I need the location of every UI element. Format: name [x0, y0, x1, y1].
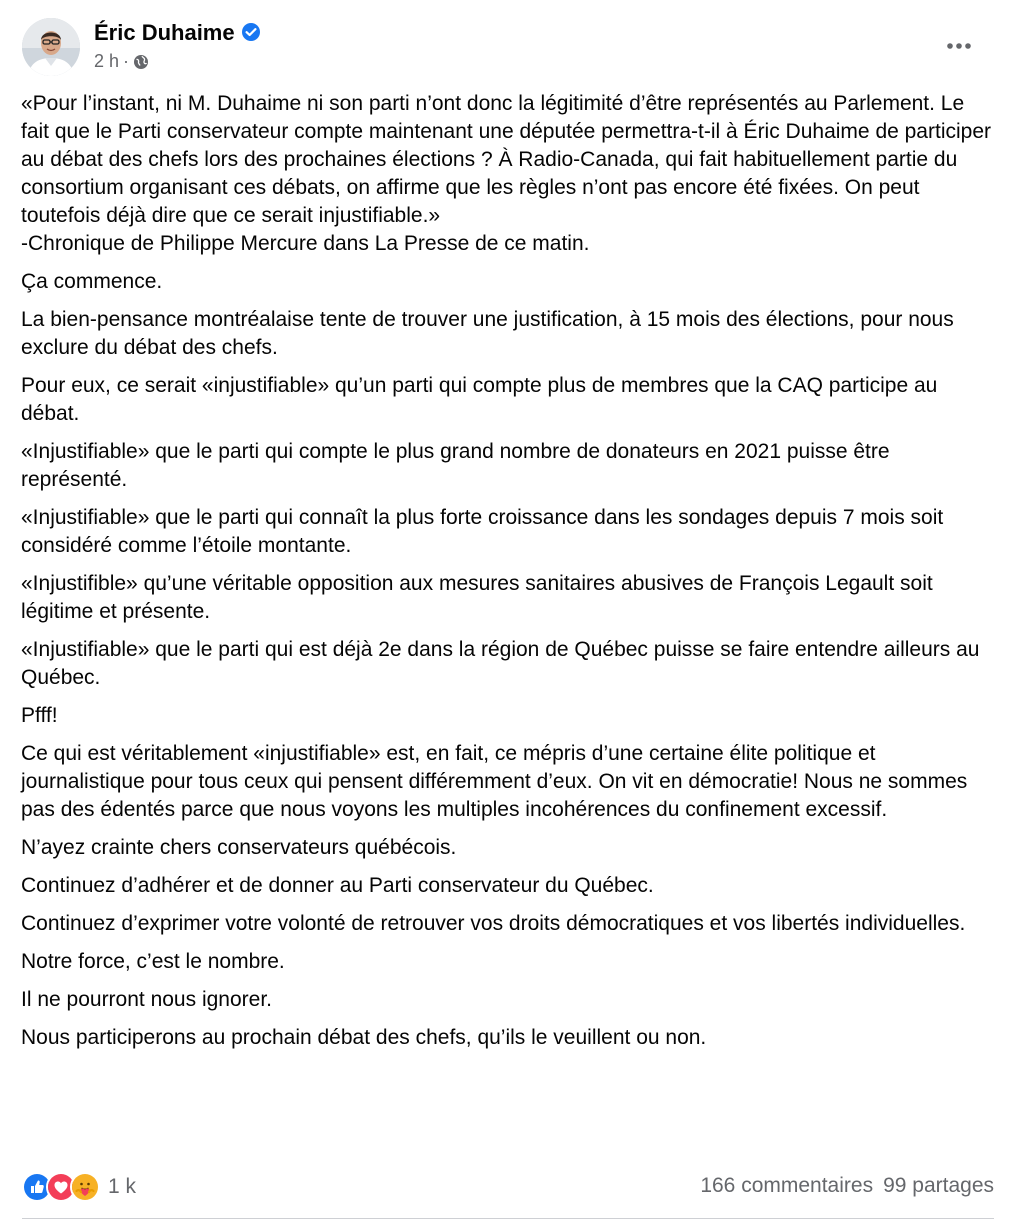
post-paragraph: Ce qui est véritablement «injustifiable» est, en fait, ce mépris d’une certaine élite politique et journalistique pour tous ceux qui pensent différemment d’eux. On vit en démocratie! Nous ne sommes pas des édentés parce que nous voyons les multiples incohérences du confinement excessif. — [21, 742, 968, 821]
shares-count-link[interactable]: 99 partages — [883, 1174, 994, 1197]
post-meta — [94, 48, 149, 77]
post-paragraph: «Injustifible» qu’une véritable opposition aux mesures sanitaires abusives de François Legault soit légitime et présente. — [21, 572, 933, 623]
reaction-count: 1 k — [108, 1175, 137, 1198]
post-paragraph: Continuez d’adhérer et de donner au Parti conservateur du Québec. — [21, 874, 654, 897]
post-paragraph: -Chronique de Philippe Mercure dans La Presse de ce matin. — [21, 232, 590, 255]
post-paragraph: «Injustifiable» que le parti qui est déjà 2e dans la région de Québec puisse se faire entendre ailleurs au Québec. — [21, 638, 980, 689]
verified-badge-icon — [241, 21, 261, 49]
post-paragraph: «Injustifiable» que le parti qui compte le plus grand nombre de donateurs en 2021 puisse être représenté. — [21, 440, 890, 491]
author-name[interactable]: Éric Duhaime — [94, 20, 235, 45]
author-name-row — [94, 19, 261, 49]
more-options-button[interactable] — [942, 32, 976, 60]
post-paragraph: «Pour l’instant, ni M. Duhaime ni son parti n’ont donc la légitimité d’être représentés au Parlement. Le fait que le Parti conservateur compte maintenant une députée permettra-t-il à Éric Duhaime de participer au débat des chefs lors des prochaines élections ? À Radio-Canada, qui fait habituellement partie du consortium organisant ces débats, on affirme que les règles n’ont pas encore été fixées. On peut toutefois déjà dire que ce serait injustifiable.» — [21, 92, 991, 227]
post-timestamp[interactable]: 2 h — [94, 51, 120, 71]
post-paragraph: Nous participerons au prochain débat des chefs, qu’ils le veuillent ou non. — [21, 1026, 707, 1049]
post-paragraph: Il ne pourront nous ignorer. — [21, 988, 272, 1011]
more-horizontal-icon — [946, 37, 972, 55]
reactions-summary[interactable] — [22, 1172, 136, 1202]
post-footer — [22, 1170, 994, 1204]
post-paragraph: «Injustifiable» que le parti qui connaît la plus forte croissance dans les sondages depuis 7 mois soit considéré comme l’étoile montante. — [21, 506, 944, 557]
post-header — [22, 18, 994, 78]
post-paragraph: Notre force, c’est le nombre. — [21, 950, 285, 973]
post-paragraph: La bien-pensance montréalaise tente de trouver une justification, à 15 mois des élections, pour nous exclure du débat des chefs. — [21, 308, 954, 359]
comments-count-link[interactable]: 166 commentaires — [700, 1174, 874, 1197]
avatar[interactable] — [22, 18, 80, 76]
post-paragraph: Pfff! — [21, 704, 58, 727]
globe-icon — [133, 51, 149, 77]
post-paragraph: N’ayez crainte chers conservateurs québécois. — [21, 836, 457, 859]
post-body — [21, 90, 996, 1062]
care-icon — [70, 1172, 100, 1202]
meta-separator: · — [123, 51, 130, 71]
post-paragraph: Ça commence. — [21, 270, 163, 293]
post-paragraph: Pour eux, ce serait «injustifiable» qu’un parti qui compte plus de membres que la CAQ participe au débat. — [21, 374, 938, 425]
footer-divider — [22, 1218, 994, 1219]
post-paragraph: Continuez d’exprimer votre volonté de retrouver vos droits démocratiques et vos libertés individuelles. — [21, 912, 966, 935]
engagement-stats — [700, 1174, 994, 1198]
